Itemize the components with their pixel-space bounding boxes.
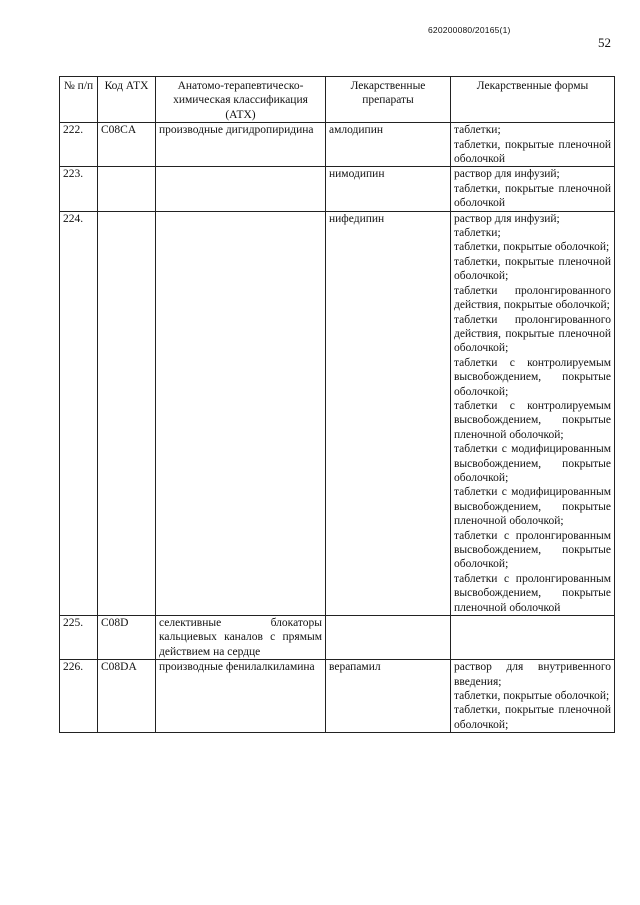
atx-code-cell: C08D [98,616,156,660]
dosage-form-item: раствор для инфузий; [454,168,560,181]
drug-name-cell [326,616,451,660]
atx-code-cell: C08CA [98,123,156,167]
dosage-form-item: таблетки с контролируемым высвобождением, покрытые пленочной оболочкой; [454,399,611,441]
dosage-form-item: таблетки, покрытые оболочкой; [454,241,610,254]
dosage-forms-cell [451,660,615,733]
dosage-form-item: таблетки, покрытые оболочкой; [454,690,610,703]
dosage-form-item: раствор для инфузий; [454,212,560,225]
dosage-form-item: раствор для внутривенного введения; [454,661,611,688]
drug-name-cell: амлодипин [326,123,451,167]
atx-code-cell: C08DA [98,660,156,733]
row-number-cell: 226. [60,660,98,733]
classification-cell: производные фенилалкиламина [156,660,326,733]
dosage-form-item: таблетки пролонгированного действия, покрытые оболочкой; [454,284,611,312]
table-row [60,616,615,660]
dosage-form-item: таблетки, покрытые пленочной оболочкой [454,182,611,210]
classification-cell [156,167,326,211]
row-number-cell: 225. [60,616,98,660]
table-row [60,660,615,733]
dosage-form-item: таблетки, покрытые пленочной оболочкой; [454,255,611,283]
dosage-form-item: таблетки с пролонгированным высвобождением, покрытые оболочкой; [454,529,611,571]
dosage-form-item: таблетки, покрытые пленочной оболочкой [454,138,611,166]
atx-code-cell [98,167,156,211]
dosage-form-item: таблетки пролонгированного действия, покрытые пленочной оболочкой; [454,313,611,355]
document-id: 620200080/20165(1) [428,25,511,35]
drug-name-cell: верапамил [326,660,451,733]
column-header-code: Код АТХ [98,77,156,123]
table-row [60,167,615,211]
atx-table [59,76,615,733]
page-number: 52 [598,35,611,50]
drug-name-cell: нимодипин [326,167,451,211]
dosage-form-item: таблетки; [454,124,501,137]
column-header-classification: Анатомо-терапевтическо-химическая классификация (АТХ) [156,77,326,123]
dosage-forms-cell [451,616,615,660]
dosage-forms-cell [451,211,615,615]
dosage-form-item: таблетки с пролонгированным высвобождением, покрытые пленочной оболочкой [454,572,611,614]
column-header-drugs: Лекарственные препараты [326,77,451,123]
row-number-cell: 224. [60,211,98,615]
drug-name-cell: нифедипин [326,211,451,615]
dosage-forms-cell [451,167,615,211]
row-number-cell: 222. [60,123,98,167]
classification-cell: производные дигидропиридина [156,123,326,167]
column-header-forms: Лекарственные формы [451,77,615,123]
table-row [60,211,615,615]
atx-code-cell [98,211,156,615]
dosage-form-item: таблетки, покрытые пленочной оболочкой; [454,704,611,731]
dosage-form-item: таблетки с модифицированным высвобождением, покрытые пленочной оболочкой; [454,486,611,528]
dosage-forms-cell [451,123,615,167]
dosage-form-item: таблетки; [454,227,501,240]
dosage-form-item: таблетки с модифицированным высвобождением, покрытые оболочкой; [454,443,611,484]
row-number-cell: 223. [60,167,98,211]
column-header-num: № п/п [60,77,98,123]
classification-cell [156,211,326,615]
table-header-row [60,77,615,123]
classification-cell: селективные блокаторы кальциевых каналов с прямым действием на сердце [156,616,326,660]
dosage-form-item: таблетки с контролируемым высвобождением, покрытые оболочкой; [454,356,611,398]
table-body [60,123,615,733]
table-row [60,123,615,167]
